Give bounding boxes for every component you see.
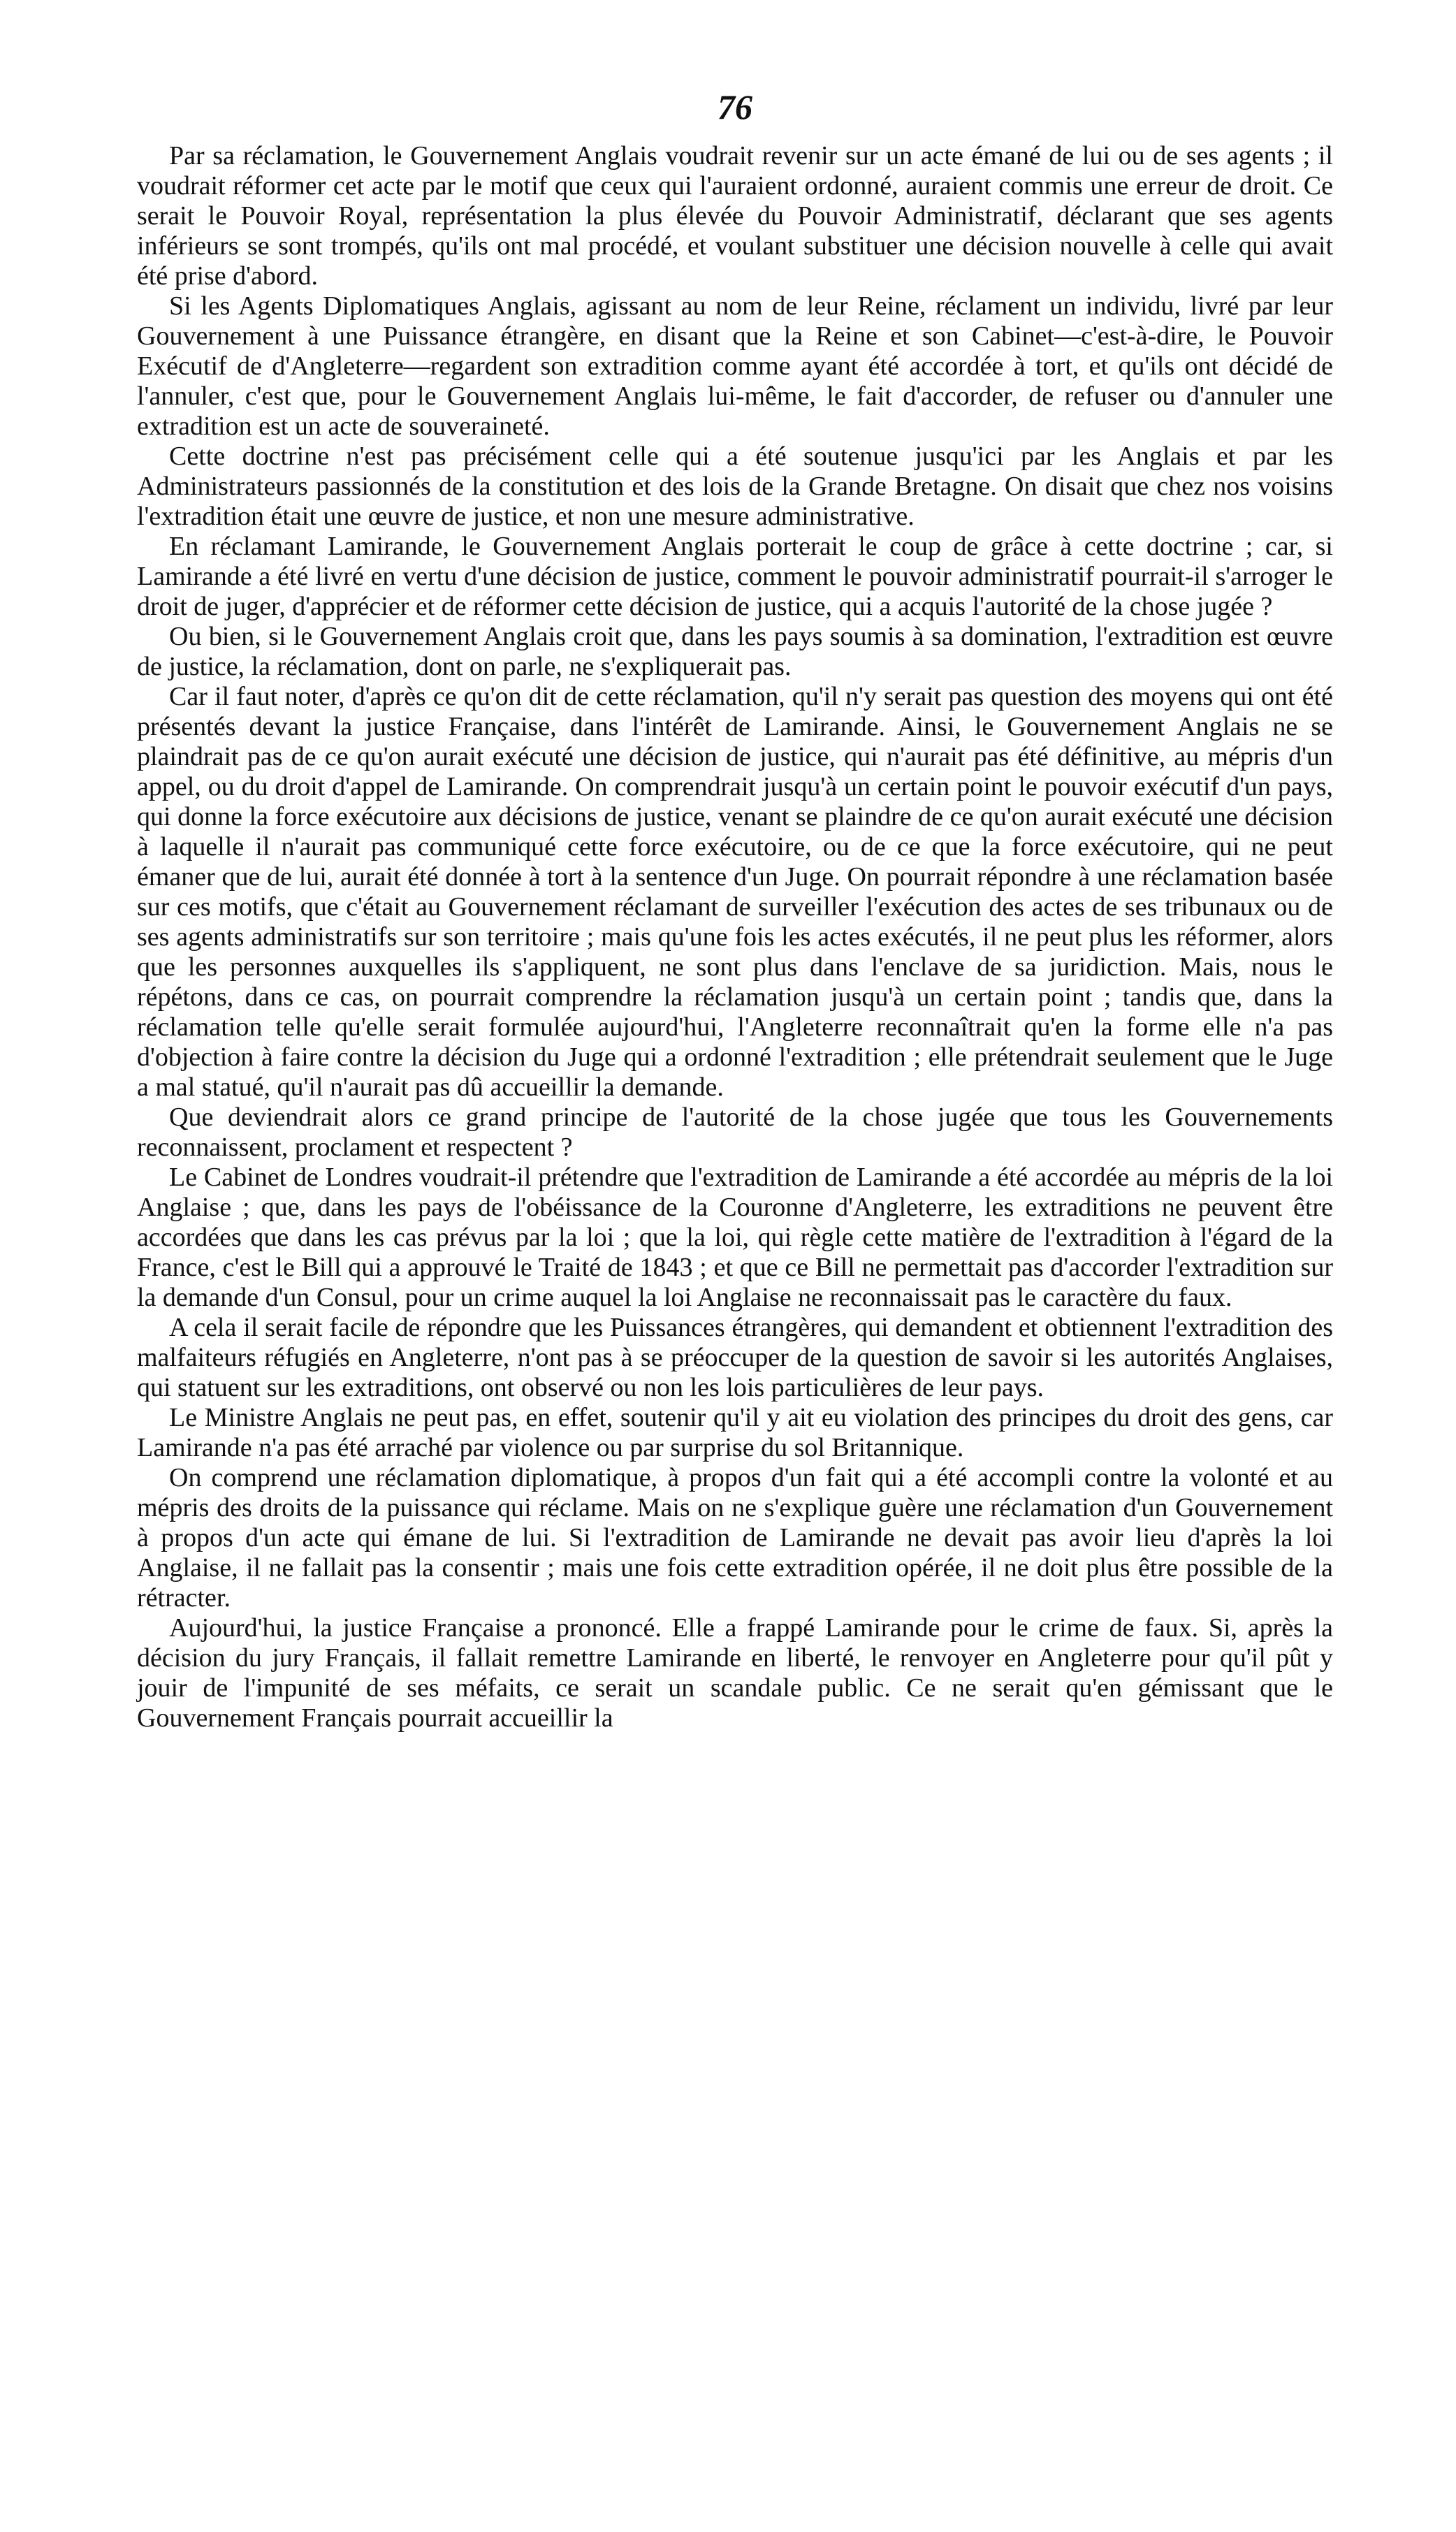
paragraph: A cela il serait facile de répondre que les Puissances étrangères, qui demandent et obtiennent l'extradition des malfaiteurs réfugiés en Angleterre, n'ont pas à se préoccuper de la question de savoir si les autorités Anglaises, qui statuent sur les extraditions, ont observé ou non les lois particulières de leur pays.: [137, 1313, 1333, 1402]
paragraph: Cette doctrine n'est pas précisément celle qui a été soutenue jusqu'ici par les Anglais et par les Administrateurs passionnés de la constitution et des lois de la Grande Bretagne. On disait que chez nos voisins l'extradition était une œuvre de justice, et non une mesure administrative.: [137, 442, 1333, 531]
paragraph: On comprend une réclamation diplomatique, à propos d'un fait qui a été accompli contre la volonté et au mépris des droits de la puissance qui réclame. Mais on ne s'explique guère une réclamation d'un Gouvernement à propos d'un acte qui émane de lui. Si l'extradition de Lamirande ne devait pas avoir lieu d'après la loi Anglaise, il ne fallait pas la consentir ; mais une fois cette extradition opérée, il ne doit plus être possible de la rétracter.: [137, 1463, 1333, 1613]
paragraph: Que deviendrait alors ce grand principe de l'autorité de la chose jugée que tous les Gouvernements reconnaissent, proclament et respectent ?: [137, 1103, 1333, 1162]
paragraph: En réclamant Lamirande, le Gouvernement Anglais porterait le coup de grâce à cette doctrine ; car, si Lamirande a été livré en vertu d'une décision de justice, comment le pouvoir administratif pourrait-il s'arroger le droit de juger, d'apprécier et de réformer cette décision de justice, qui a acquis l'autorité de la chose jugée ?: [137, 532, 1333, 621]
paragraph: Car il faut noter, d'après ce qu'on dit de cette réclamation, qu'il n'y serait pas question des moyens qui ont été présentés devant la justice Française, dans l'intérêt de Lamirande. Ainsi, le Gouvernement Anglais ne se plaindrait pas de ce qu'on aurait exécuté une décision de justice, qui n'aurait pas été définitive, au mépris d'un appel, ou du droit d'appel de Lamirande. On comprendrait jusqu'à un certain point le pouvoir exécutif d'un pays, qui donne la force exécutoire aux décisions de justice, venant se plaindre de ce qu'on aurait exécuté une décision à laquelle il n'aurait pas communiqué cette force exécutoire, ou de ce que la force exécutoire, qui ne peut émaner que de lui, aurait été donnée à tort à la sentence d'un Juge. On pourrait répondre à une réclamation basée sur ces motifs, que c'était au Gouvernement réclamant de surveiller l'exécution des actes de ses tribunaux ou de ses agents administratifs sur son territoire ; mais qu'une fois les actes exécutés, il ne peut plus les réformer, alors que les personnes auxquelles ils s'appliquent, ne sont plus dans l'enclave de sa juridiction. Mais, nous le répétons, dans ce cas, on pourrait comprendre la réclamation jusqu'à un certain point ; tandis que, dans la réclamation telle qu'elle serait formulée aujourd'hui, l'Angleterre reconnaîtrait qu'en la forme elle n'a pas d'objection à faire contre la décision du Juge qui a ordonné l'extradition ; elle prétendrait seulement que le Juge a mal statué, qu'il n'aurait pas dû accueillir la demande.: [137, 682, 1333, 1102]
page-number: 76: [718, 87, 752, 126]
paragraph: Par sa réclamation, le Gouvernement Anglais voudrait revenir sur un acte émané de lui ou de ses agents ; il voudrait réformer cet acte par le motif que ceux qui l'auraient ordonné, auraient commis une erreur de droit. Ce serait le Pouvoir Royal, représentation la plus élevée du Pouvoir Administratif, déclarant que ses agents inférieurs se sont trompés, qu'ils ont mal procédé, et voulant substituer une décision nouvelle à celle qui avait été prise d'abord.: [137, 141, 1333, 291]
document-page: [137, 82, 1333, 1733]
body-text: [137, 141, 1333, 1733]
paragraph: Le Ministre Anglais ne peut pas, en effet, soutenir qu'il y ait eu violation des principes du droit des gens, car Lamirande n'a pas été arraché par violence ou par surprise du sol Britannique.: [137, 1403, 1333, 1462]
paragraph: Le Cabinet de Londres voudrait-il prétendre que l'extradition de Lamirande a été accordée au mépris de la loi Anglaise ; que, dans les pays de l'obéissance de la Couronne d'Angleterre, les extraditions ne peuvent être accordées que dans les cas prévus par la loi ; que la loi, qui règle cette matière de l'extradition à l'égard de la France, c'est le Bill qui a approuvé le Traité de 1843 ; et que ce Bill ne permettait pas d'accorder l'extradition sur la demande d'un Consul, pour un crime auquel la loi Anglaise ne reconnaissait pas le caractère du faux.: [137, 1163, 1333, 1312]
paragraph: Si les Agents Diplomatiques Anglais, agissant au nom de leur Reine, réclament un individu, livré par leur Gouvernement à une Puissance étrangère, en disant que la Reine et son Cabinet—c'est-à-dire, le Pouvoir Exécutif de d'Angleterre—regardent son extradition comme ayant été accordée à tort, et qu'ils ont décidé de l'annuler, c'est que, pour le Gouvernement Anglais lui-même, le fait d'accorder, de refuser ou d'annuler une extradition est un acte de souveraineté.: [137, 291, 1333, 441]
paragraph: Ou bien, si le Gouvernement Anglais croit que, dans les pays soumis à sa domination, l'extradition est œuvre de justice, la réclamation, dont on parle, ne s'expliquerait pas.: [137, 622, 1333, 681]
paragraph: Aujourd'hui, la justice Française a prononcé. Elle a frappé Lamirande pour le crime de faux. Si, après la décision du jury Français, il fallait remettre Lamirande en liberté, le renvoyer en Angleterre pour qu'il pût y jouir de l'impunité de ses méfaits, ce serait un scandale public. Ce ne serait qu'en gémissant que le Gouvernement Français pourrait accueillir la: [137, 1613, 1333, 1733]
